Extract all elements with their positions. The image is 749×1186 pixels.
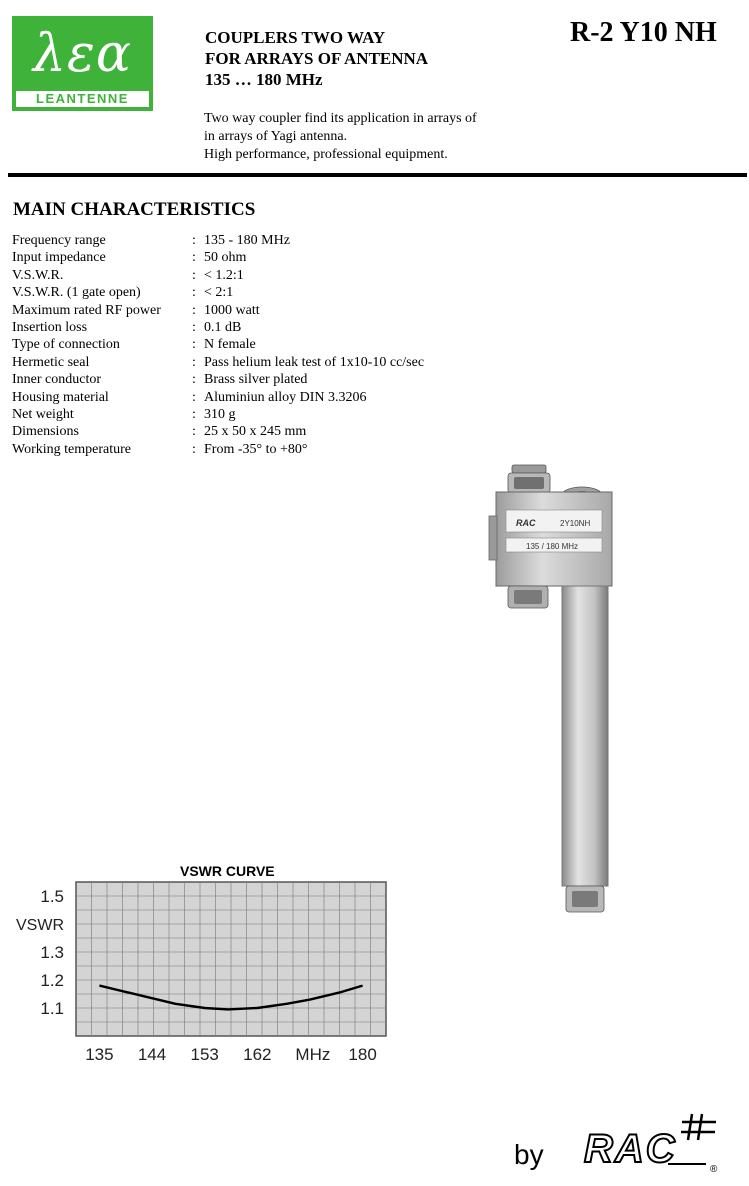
coupler-tube: [562, 586, 608, 886]
x-tick-label: 144: [137, 1045, 167, 1064]
model-code: R-2 Y10 NH: [570, 17, 717, 48]
x-tick-label: 153: [190, 1045, 219, 1064]
spec-label: V.S.W.R.: [12, 267, 64, 283]
leantenne-logo: [12, 16, 153, 111]
spec-row: [12, 319, 424, 336]
spec-label: Inner conductor: [12, 372, 102, 388]
spec-row: [12, 232, 424, 249]
plate-model: 2Y10NH: [560, 519, 591, 528]
description-line: High performance, professional equipment.: [204, 147, 448, 162]
spec-label: Input impedance: [12, 250, 106, 266]
spec-value: 25 x 50 x 245 mm: [204, 424, 307, 440]
spec-value: Aluminiun alloy DIN 3.3206: [204, 389, 367, 405]
spec-value: 0.1 dB: [204, 319, 242, 335]
product-description: [204, 110, 477, 164]
plate-brand: RAC: [516, 518, 536, 528]
spec-label: Insertion loss: [12, 319, 88, 335]
spec-colon: :: [192, 389, 196, 405]
spec-label: Frequency range: [12, 233, 106, 248]
spec-row: [12, 336, 424, 353]
y-tick-label: 1.2: [40, 971, 64, 990]
spec-label: V.S.W.R. (1 gate open): [12, 285, 141, 301]
y-tick-label: 1.1: [40, 999, 64, 1018]
spec-value: From -35° to +80°: [204, 441, 308, 457]
spec-label: Working temperature: [12, 441, 131, 457]
spec-label: Net weight: [12, 406, 74, 422]
spec-value: 1000 watt: [204, 302, 260, 318]
chart-title: VSWR CURVE: [180, 863, 275, 879]
spec-value: < 1.2:1: [204, 267, 244, 283]
description-line: Two way coupler find its application in arrays of: [204, 111, 477, 126]
top-connector: [508, 465, 550, 493]
coupler-photo: [486, 460, 616, 920]
spec-value: 50 ohm: [204, 250, 247, 266]
x-axis-label: MHz: [295, 1045, 331, 1064]
section-title: MAIN CHARACTERISTICS: [13, 199, 256, 220]
by-label: by: [514, 1139, 544, 1170]
header-divider: [8, 173, 747, 177]
logo-symbol: λεα: [33, 24, 132, 84]
rac-logo: [582, 1110, 732, 1174]
spec-colon: :: [192, 285, 196, 301]
x-tick-label: 135: [85, 1045, 114, 1064]
spec-colon: :: [192, 424, 196, 440]
spec-value: N female: [204, 337, 256, 353]
spec-row: [12, 441, 424, 458]
spec-colon: :: [192, 302, 196, 318]
spec-row: [12, 354, 424, 371]
x-tick-label: 162: [243, 1045, 272, 1064]
spec-colon: :: [192, 233, 196, 248]
spec-label: Housing material: [12, 389, 109, 405]
spec-colon: :: [192, 354, 196, 370]
spec-value: < 2:1: [204, 285, 234, 301]
spec-label: Maximum rated RF power: [12, 302, 161, 318]
rac-wordmark: RAC: [584, 1127, 677, 1171]
title-line: 135 … 180 MHz: [205, 70, 323, 89]
plate-band: 135 / 180 MHz: [526, 542, 579, 551]
spec-row: [12, 267, 424, 284]
description-line: in arrays of Yagi antenna.: [204, 129, 348, 144]
logo-name: LEANTENNE: [36, 91, 129, 106]
spec-colon: :: [192, 372, 196, 388]
y-axis-label: VSWR: [16, 917, 64, 934]
spec-label: Type of connection: [12, 337, 120, 353]
spec-row: [12, 284, 424, 301]
x-tick-label: 180: [348, 1045, 377, 1064]
product-title: [205, 27, 428, 90]
spec-colon: :: [192, 441, 196, 457]
y-tick-label: 1.5: [40, 887, 64, 906]
spec-row: [12, 302, 424, 319]
vswr-chart: [0, 870, 400, 1070]
spec-row: [12, 371, 424, 388]
spec-colon: :: [192, 267, 196, 283]
spec-row: [12, 406, 424, 423]
registered-mark: ®: [710, 1164, 718, 1174]
spec-colon: :: [192, 250, 196, 266]
title-line: FOR ARRAYS OF ANTENNA: [205, 49, 429, 68]
spec-value: 310 g: [204, 406, 236, 422]
y-tick-label: 1.3: [40, 943, 64, 962]
spec-colon: :: [192, 337, 196, 353]
spec-table: [12, 232, 424, 458]
spec-value: 135 - 180 MHz: [204, 233, 290, 248]
spec-label: Hermetic seal: [12, 354, 90, 370]
spec-label: Dimensions: [12, 424, 79, 440]
spec-row: [12, 249, 424, 266]
spec-value: Pass helium leak test of 1x10-10 cc/sec: [204, 354, 425, 370]
spec-value: Brass silver plated: [204, 372, 308, 388]
title-line: COUPLERS TWO WAY: [205, 28, 386, 47]
spec-colon: :: [192, 406, 196, 422]
spec-row: [12, 389, 424, 406]
spec-row: [12, 423, 424, 440]
spec-colon: :: [192, 319, 196, 335]
